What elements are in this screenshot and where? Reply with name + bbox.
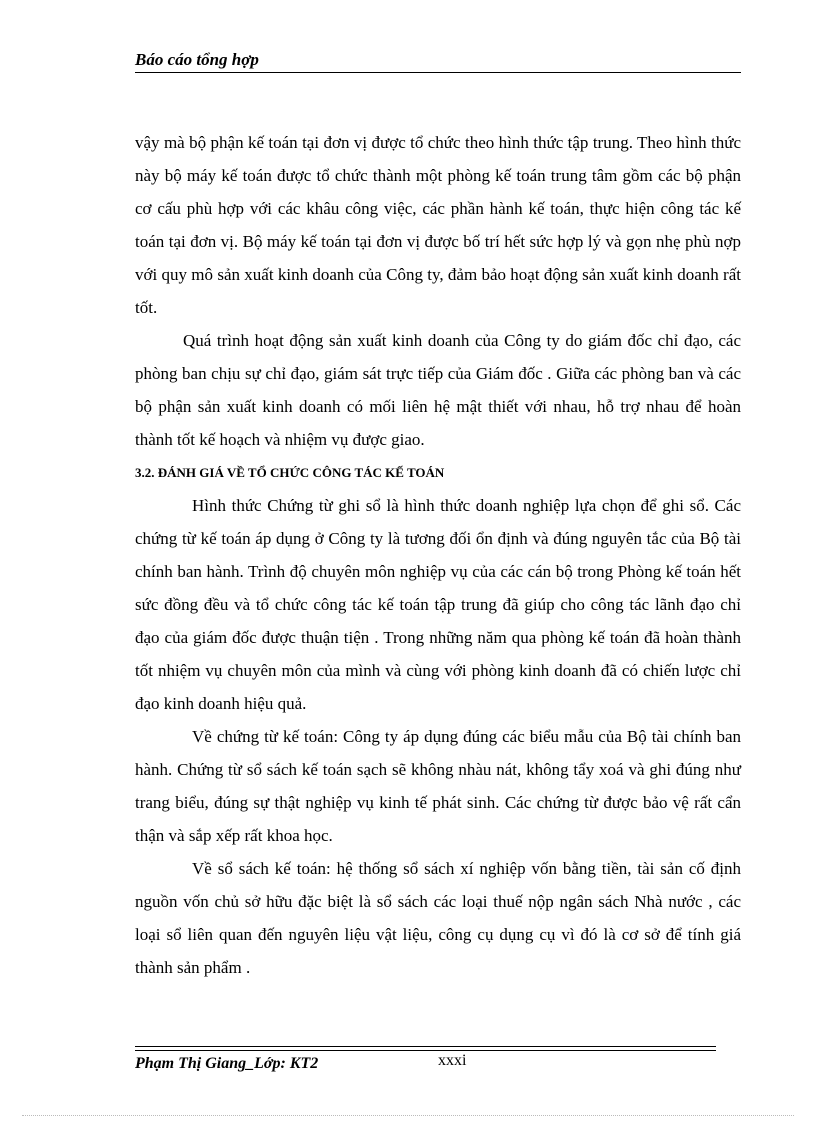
footer-author: Phạm Thị Giang_Lớp: KT2: [135, 1055, 319, 1072]
footer-rule-bottom: [135, 1050, 716, 1051]
page-bottom-border: [22, 1115, 794, 1116]
paragraph-4: Về chứng từ kế toán: Công ty áp dụng đúng các biểu mẫu của Bộ tài chính ban hành. Chứng từ sổ sách kế toán sạch sẽ không nhàu nát, không tẩy xoá và ghi đúng như trang biểu, đúng sự thật nghiệp vụ kinh tế phát sinh. Các chứng từ được bảo vệ rất cẩn thận và sắp xếp rất khoa học.: [135, 727, 741, 845]
paragraph-3: Hình thức Chứng từ ghi sổ là hình thức doanh nghiệp lựa chọn để ghi sổ. Các chứng từ kế toán áp dụng ở Công ty là tương đối ổn định và đúng nguyên tắc của Bộ tài chính ban hành. Trình độ chuyên môn nghiệp vụ của các cán bộ trong Phòng kế toán hết sức đồng đều và tổ chức công tác kế toán tập trung đã giúp cho công tác lãnh đạo chỉ đạo của giám đốc được thuận tiện . Trong những năm qua phòng kế toán đã hoàn thành tốt nhiệm vụ chuyên môn của mình và cùng với phòng kinh doanh đã có chiến lược chỉ đạo kinh doanh hiệu quả.: [135, 496, 741, 713]
paragraph-1: vậy mà bộ phận kế toán tại đơn vị được tổ chức theo hình thức tập trung. Theo hình thức này bộ máy kế toán được tổ chức thành một phòng kế toán trung tâm gồm các bộ phận cơ cấu phù hợp với các khâu công việc, các phần hành kế toán, thực hiện công tác kế toán tại đơn vị. Bộ máy kế toán tại đơn vị được bố trí hết sức hợp lý và gọn nhẹ phù nợp với quy mô sản xuất kinh doanh của Công ty, đảm bảo hoạt động sản xuất kinh doanh rất tốt.: [135, 133, 741, 317]
footer-rule-top: [135, 1046, 716, 1047]
paragraph-5: Về sổ sách kế toán: hệ thống sổ sách xí nghiệp vốn bằng tiền, tài sản cố định nguồn vốn chủ sở hữu đặc biệt là sổ sách các loại thuế nộp ngân sách Nhà nước , các loại sổ liên quan đến nguyên liệu vật liệu, công cụ dụng cụ vì đó là cơ sở để tính giá thành sản phẩm .: [135, 859, 741, 977]
page-header: [135, 50, 741, 73]
page-number: xxxi: [438, 1052, 467, 1069]
section-heading: 3.2. ĐÁNH GIÁ VỀ TỔ CHỨC CÔNG TÁC KẾ TOÁN: [135, 465, 445, 480]
document-body: [135, 126, 741, 984]
header-title: Báo cáo tổng hợp: [135, 50, 259, 69]
paragraph-2: Quá trình hoạt động sản xuất kinh doanh của Công ty do giám đốc chỉ đạo, các phòng ban chịu sự chỉ đạo, giám sát trực tiếp của Giám đốc . Giữa các phòng ban và các bộ phận sản xuất kinh doanh có mối liên hệ mật thiết với nhau, hỗ trợ nhau để hoàn thành tốt kế hoạch và nhiệm vụ được giao.: [135, 331, 741, 449]
